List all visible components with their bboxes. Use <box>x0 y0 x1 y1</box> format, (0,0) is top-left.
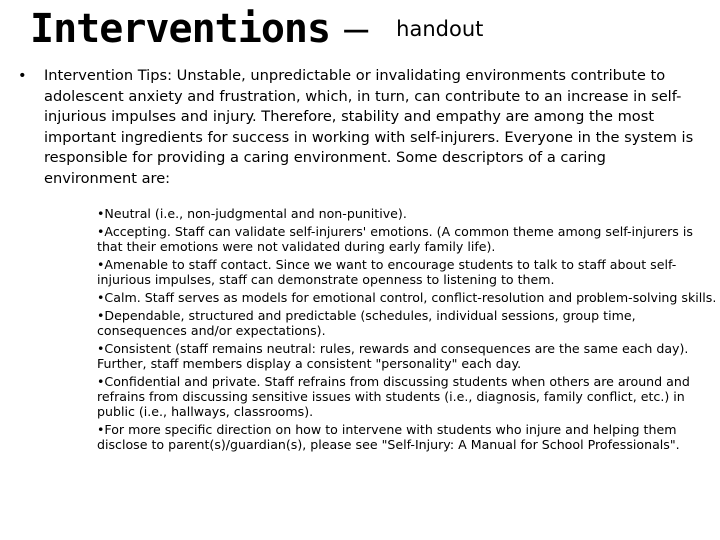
list-item-confidential: •Confidential and private. Staff refrains from discussing students when others are around and refrains from discussing sensitive issues with students (i.e., diagnosis, family conflict, etc.) in public (i.e., hallways, classrooms). <box>97 373 690 419</box>
list-item-amenable: •Amenable to staff contact. Since we want to encourage students to talk to staff about self-injurious impulses, staff can demonstrate openness to listening to them. <box>97 256 677 287</box>
intervention-tips <box>18 66 698 189</box>
page-title <box>30 6 483 52</box>
list-item-neutral: •Neutral (i.e., non-judgmental and non-punitive). <box>97 206 407 221</box>
tips-paragraph: Intervention Tips: Unstable, unpredictable or invalidating environments contribute to adolescent anxiety and frustration, which, in turn, can contribute to an increase in self-injurious impulses and injury. Therefore, stability and empathy are among the most important ingredients for success in working with self-injurers. Everyone in the system is responsible for providing a caring environment. Some descriptors of a caring environment are: <box>44 67 694 187</box>
title-text: Interventions <box>30 6 331 52</box>
list-item-accepting: •Accepting. Staff can validate self-injurers' emotions. (A common theme among self-injurers is that their emotions were not validated during early family life). <box>97 223 693 254</box>
title-subtitle: handout <box>396 17 484 41</box>
title-dash: – <box>344 6 369 52</box>
tips-bullet: • <box>18 67 27 84</box>
list-item-more-direction: •For more specific direction on how to intervene with students who injure and helping them disclose to parent(s)/guardian(s), please see "Self-Injury: A Manual for School Professionals". <box>97 421 680 452</box>
descriptor-list <box>97 206 717 455</box>
list-item-consistent: •Consistent (staff remains neutral: rules, rewards and consequences are the same each day). Further, staff members display a consistent "personality" each day. <box>97 340 689 371</box>
list-item-calm: •Calm. Staff serves as models for emotional control, conflict-resolution and problem-solving skills. <box>97 289 717 305</box>
list-item-dependable: •Dependable, structured and predictable (schedules, individual sessions, group time, consequences and/or expectations). <box>97 307 636 338</box>
